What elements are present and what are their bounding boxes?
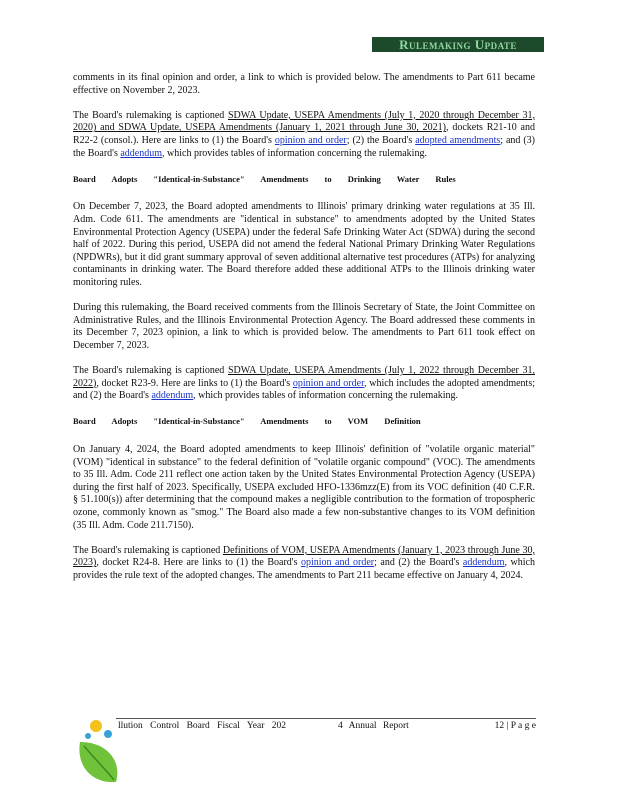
rulemaking-caption: SDWA Update, USEPA Amendments (July 1, 2020 through December 31, 2020) and SDWA Update, USEPA Amendments (January 1, 2021 through June 30, 2021) (73, 109, 535, 134)
page-body (73, 72, 535, 595)
text-span: , dockets R21-10 and R22-2 (consol.). Here are links to (1) the Board's (73, 122, 535, 146)
opinion-and-order-link[interactable]: opinion and order (292, 377, 365, 389)
paragraph-p1: comments in its final opinion and order, a link to which is provided below. The amendments to Part 611 became effective on November 2, 2023. (73, 72, 535, 96)
paragraph-p2 (73, 110, 535, 160)
paragraph-p4: During this rulemaking, the Board received comments from the Illinois Secretary of State, the Joint Committee on Administrative Rules, and the Illinois Environmental Protection Agency. The Board addressed these comments in its December 7, 2023 opinion, a link to which is provided below. The amendments to Part 611 took effect on December 7, 2023. (73, 302, 535, 351)
footer-report-subtitle: 4 Annual Report (338, 721, 409, 731)
page-header-title: Rulemaking Update (372, 37, 544, 52)
text-span: , docket R23-9. Here are links to (1) the Board's (96, 377, 293, 389)
text-span: , which provides the rule text of the adopted changes. The amendments to Part 211 became effective on January 4, 2024. (73, 557, 535, 581)
addendum-link[interactable]: addendum (151, 390, 194, 402)
section-heading-drinking-water: Board Adopts "Identical-in-Substance" Amendments to Drinking Water Rules (73, 173, 456, 184)
paragraph-p5 (73, 365, 535, 403)
adopted-amendments-link[interactable]: adopted amendments (415, 134, 501, 146)
text-span: ; and (3) the Board's (73, 134, 535, 159)
text-span: , docket R24-8. Here are links to (1) the Board's (96, 557, 301, 569)
text-span: ; (2) the Board's (346, 134, 416, 146)
text-span: The Board's rulemaking is captioned (73, 109, 228, 121)
paragraph-p3: On December 7, 2023, the Board adopted amendments to Illinois' primary drinking water regulations at 35 Ill. Adm. Code 611. The amendments are "identical in substance" to amendments adopted by the United States Environmental Protection Agency (USEPA) under the federal Safe Drinking Water Act (SDWA) during the second half of 2022. During this period, USEPA did not amend the federal National Primary Drinking Water Regulations (NPDWRs), but it did grant summary approval of seven additional alternative test procedures (ATPs) for analyzing contaminants in drinking water. The Board therefore added these additional ATPs to the Illinois drinking water monitoring rules. (73, 201, 535, 288)
text-span: , which includes the adopted amendments; and (2) the Board's (73, 377, 535, 402)
text-span: The Board's rulemaking is captioned (73, 544, 223, 556)
paragraph-p7 (73, 545, 535, 583)
opinion-and-order-link[interactable]: opinion and order (274, 134, 347, 146)
paragraph-p6: On January 4, 2024, the Board adopted amendments to keep Illinois' definition of "volatile organic material" (VOM) "identical in substance" to the federal definition of "volatile organic compound" (VOC). The amendments to 35 Ill. Adm. Code 211 reflect one action taken by the United States Environmental Protection Agency (USEPA) during the first half of 2023. Specifically, USEPA excluded HFO-1336mzz(E) from its VOC definition (40 C.F.R. § 51.100(s)) after determining that the compound makes a negligible contribution to the formation of tropospheric ozone, commonly known as "smog." The Board also made a few non-substantive changes to its VOM definition (35 Ill. Adm. Code 211.7150). (73, 444, 535, 531)
leaf-logo-icon (72, 708, 128, 788)
text-span: , which provides tables of information concerning the rulemaking. (162, 147, 427, 159)
addendum-link[interactable]: addendum (120, 147, 163, 159)
rulemaking-caption: SDWA Update, USEPA Amendments (July 1, 2022 through December 31, 2022) (73, 365, 535, 389)
addendum-link[interactable]: addendum (462, 557, 505, 569)
section-heading-vom: Board Adopts "Identical-in-Substance" Amendments to VOM Definition (73, 416, 421, 427)
text-span: ; and (2) the Board's (374, 557, 463, 569)
footer-report-title: llution Control Board Fiscal Year 202 (118, 721, 287, 731)
opinion-and-order-link[interactable]: opinion and order (300, 557, 375, 569)
page-number: 12 | P a g e (494, 721, 536, 731)
footer-divider (116, 718, 536, 719)
text-span: The Board's rulemaking is captioned (73, 365, 228, 377)
text-span: , which provides tables of information concerning the rulemaking. (193, 390, 459, 402)
rulemaking-caption: Definitions of VOM, USEPA Amendments (January 1, 2023 through June 30, 2023) (73, 544, 536, 569)
